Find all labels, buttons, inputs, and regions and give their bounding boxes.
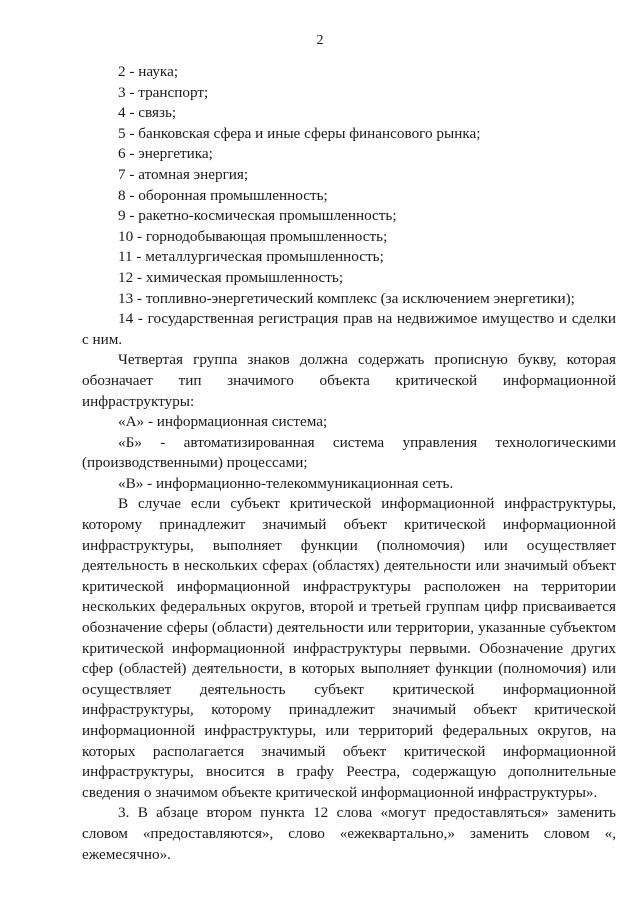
fourth-group-paragraph: Четвертая группа знаков должна содержать прописную букву, которая обозначает тип значимого объекта критической информационной инфраструктуры:	[82, 351, 616, 410]
list-item: 7 - атомная энергия;	[118, 165, 249, 183]
type-item-a: «А» - информационная система;	[118, 413, 328, 431]
document-body	[82, 62, 616, 865]
list-item: 4 - связь;	[118, 104, 177, 122]
list-item: 6 - энергетика;	[118, 145, 213, 163]
type-item-v: «В» - информационно-телекоммуникационная сеть.	[118, 474, 454, 492]
amendment-paragraph: 3. В абзаце втором пункта 12 слова «могут предоставляться» заменить словом «предоставляются», слово «ежеквартально,» заменить словом «, ежемесячно».	[82, 804, 616, 863]
list-item: 11 - металлургическая промышленность;	[118, 248, 384, 266]
list-item: 8 - оборонная промышленность;	[118, 186, 328, 204]
list-item: 10 - горнодобывающая промышленность;	[118, 227, 388, 245]
list-item: 9 - ракетно-космическая промышленность;	[118, 207, 397, 225]
list-item: 3 - транспорт;	[118, 83, 209, 101]
list-item: 14 - государственная регистрация прав на недвижимое имущество и сделки с ним.	[82, 310, 616, 348]
list-item: 5 - банковская сфера и иные сферы финансового рынка;	[118, 124, 481, 142]
type-item-b: «Б» - автоматизированная система управления технологическими (производственными) процессами;	[82, 433, 616, 472]
case-paragraph: В случае если субъект критической информационной инфраструктуры, которому принадлежит значимый объект критической информационной инфраструктуры, выполняет функции (полномочия) или осуществляет деятельность в нескольких сферах (областях) деятельности или значимый объект критической информационной инфраструктуры расположен на территории нескольких федеральных округов, второй и третьей группам цифр присваивается обозначение сферы (области) деятельности или территории, указанные субъектом критической информационной инфраструктуры первыми. Обозначение других сфер (областей) деятельности, в которых выполняет функции (полномочия) или осуществляет деятельность субъект критической информационной инфраструктуры, которому принадлежит значимый объект критической информационной инфраструктуры, или территорий федеральных округов, на которых располагается значимый объект критической информационной инфраструктуры, вносится в графу Реестра, содержащую дополнительные сведения о значимом объекте критической информационной инфраструктуры».	[82, 495, 616, 801]
page-number: 2	[316, 33, 324, 48]
list-item: 12 - химическая промышленность;	[118, 268, 344, 286]
list-item: 13 - топливно-энергетический комплекс (за исключением энергетики);	[118, 289, 575, 307]
list-item: 2 - наука;	[118, 63, 179, 80]
